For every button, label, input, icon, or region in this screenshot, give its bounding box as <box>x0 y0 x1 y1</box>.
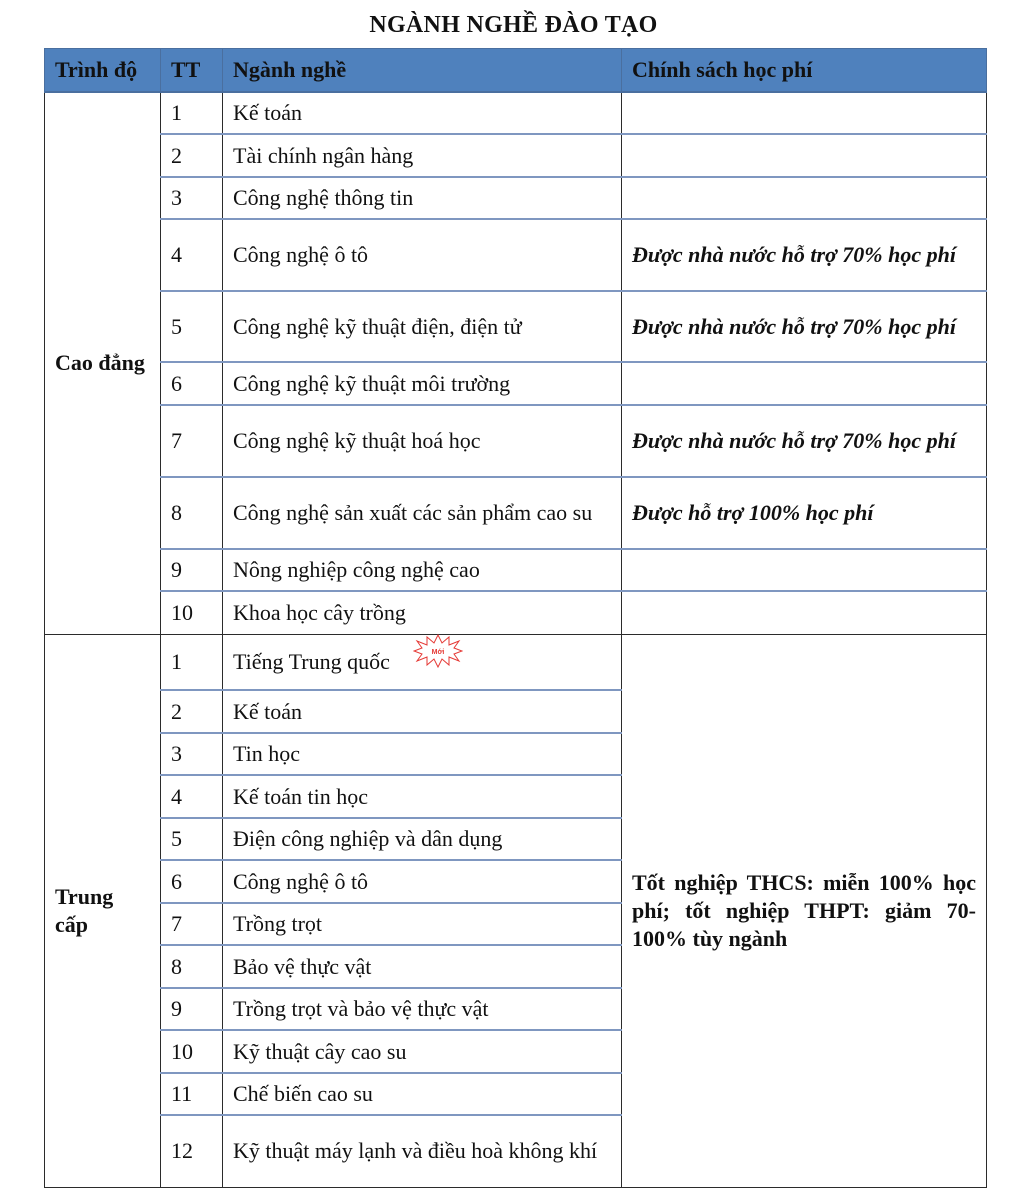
row-policy <box>622 177 987 219</box>
row-index: 5 <box>161 291 223 362</box>
row-major: Kỹ thuật máy lạnh và điều hoà không khí <box>223 1115 622 1187</box>
table-row <box>45 291 987 362</box>
row-major: Tin học <box>223 733 622 775</box>
table-row <box>45 177 987 219</box>
table-row <box>45 219 987 291</box>
row-policy <box>622 134 987 177</box>
level-trung-cap: Trung cấp <box>45 634 161 1187</box>
row-index: 5 <box>161 818 223 860</box>
row-policy: Được nhà nước hỗ trợ 70% học phí <box>622 405 987 477</box>
row-policy: Được nhà nước hỗ trợ 70% học phí <box>622 219 987 291</box>
level-cao-dang: Cao đẳng <box>45 92 161 634</box>
row-index: 7 <box>161 903 223 945</box>
row-index: 7 <box>161 405 223 477</box>
row-index: 6 <box>161 362 223 405</box>
row-major: Tài chính ngân hàng <box>223 134 622 177</box>
row-major: Công nghệ thông tin <box>223 177 622 219</box>
row-index: 9 <box>161 988 223 1030</box>
row-index: 10 <box>161 1030 223 1073</box>
header-level: Trình độ <box>45 49 161 93</box>
row-index: 6 <box>161 860 223 903</box>
row-policy: Được nhà nước hỗ trợ 70% học phí <box>622 291 987 362</box>
row-policy <box>622 362 987 405</box>
row-index: 2 <box>161 690 223 733</box>
table-row <box>45 405 987 477</box>
row-policy <box>622 549 987 591</box>
table-row <box>45 362 987 405</box>
page-title: NGÀNH NGHỀ ĐÀO TẠO <box>369 12 658 38</box>
row-index: 2 <box>161 134 223 177</box>
row-index: 9 <box>161 549 223 591</box>
row-policy: Được hỗ trợ 100% học phí <box>622 477 987 549</box>
training-table <box>44 48 987 1188</box>
row-index: 1 <box>161 92 223 134</box>
row-major: Kế toán tin học <box>223 775 622 818</box>
row-index: 8 <box>161 945 223 988</box>
row-major: Trồng trọt <box>223 903 622 945</box>
row-major-label: Tiếng Trung quốc <box>233 648 390 674</box>
row-index: 12 <box>161 1115 223 1187</box>
row-major <box>223 634 622 690</box>
row-major: Khoa học cây trồng <box>223 591 622 634</box>
row-index: 4 <box>161 775 223 818</box>
row-index: 3 <box>161 177 223 219</box>
new-badge-text: Mới <box>432 648 445 656</box>
row-policy <box>622 92 987 134</box>
table-row <box>45 549 987 591</box>
header-major: Ngành nghề <box>223 49 622 93</box>
table-header-row <box>45 49 987 93</box>
row-index: 10 <box>161 591 223 634</box>
table-row <box>45 477 987 549</box>
row-index: 1 <box>161 634 223 690</box>
trung-cap-policy: Tốt nghiệp THCS: miễn 100% học phí; tốt nghiệp THPT: giảm 70-100% tùy ngành <box>622 634 987 1187</box>
row-major: Chế biến cao su <box>223 1073 622 1115</box>
row-major: Công nghệ kỹ thuật điện, điện tử <box>223 291 622 362</box>
new-starburst-icon <box>413 634 463 675</box>
table-row <box>45 92 987 134</box>
table-row <box>45 634 987 690</box>
row-index: 3 <box>161 733 223 775</box>
row-major: Công nghệ kỹ thuật môi trường <box>223 362 622 405</box>
header-index: TT <box>161 49 223 93</box>
row-index: 4 <box>161 219 223 291</box>
row-major: Nông nghiệp công nghệ cao <box>223 549 622 591</box>
row-policy <box>622 591 987 634</box>
row-major: Bảo vệ thực vật <box>223 945 622 988</box>
row-major: Kế toán <box>223 92 622 134</box>
header-policy: Chính sách học phí <box>622 49 987 93</box>
table-row <box>45 134 987 177</box>
row-major: Công nghệ ô tô <box>223 860 622 903</box>
row-major: Kế toán <box>223 690 622 733</box>
row-major: Điện công nghiệp và dân dụng <box>223 818 622 860</box>
row-major: Công nghệ ô tô <box>223 219 622 291</box>
row-major: Trồng trọt và bảo vệ thực vật <box>223 988 622 1030</box>
row-index: 11 <box>161 1073 223 1115</box>
row-major: Công nghệ kỹ thuật hoá học <box>223 405 622 477</box>
table-row <box>45 591 987 634</box>
row-major: Công nghệ sản xuất các sản phẩm cao su <box>223 477 622 549</box>
row-major: Kỹ thuật cây cao su <box>223 1030 622 1073</box>
row-index: 8 <box>161 477 223 549</box>
